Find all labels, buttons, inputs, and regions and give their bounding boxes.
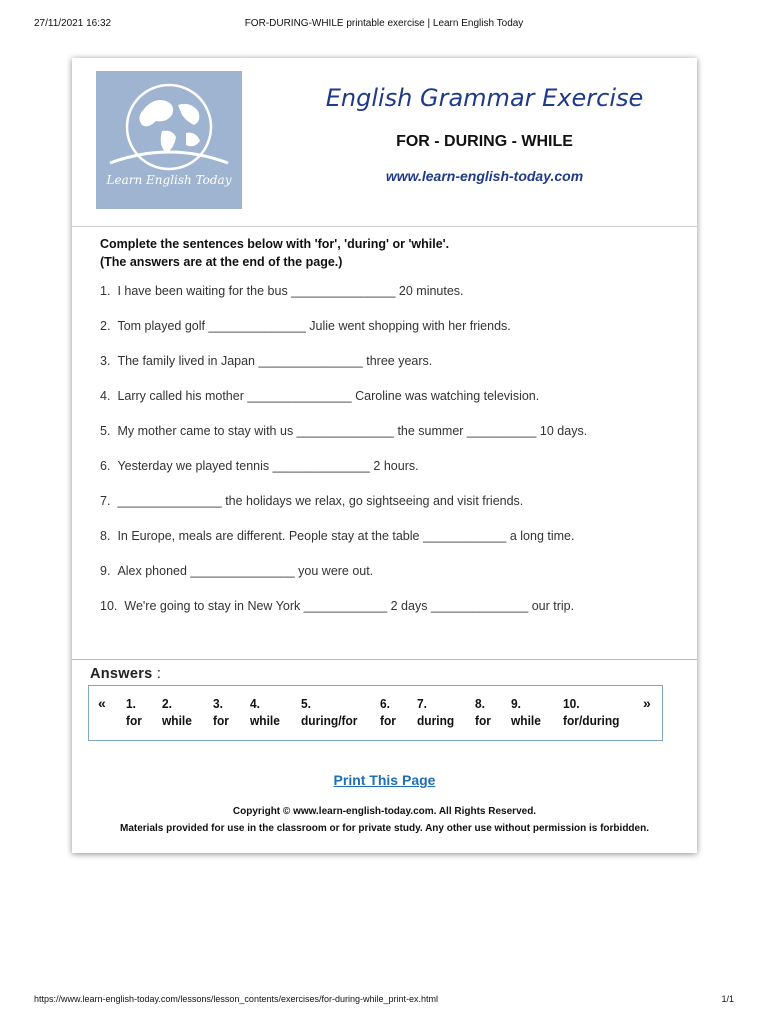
answer-number: 5. — [301, 696, 311, 711]
question-item — [100, 319, 680, 354]
question-item — [100, 284, 680, 319]
answer-number: 9. — [511, 696, 521, 711]
divider — [72, 659, 697, 660]
answers-next-button[interactable]: » — [643, 695, 651, 711]
answer-number: 4. — [250, 696, 260, 711]
instructions-line-2: (The answers are at the end of the page.) — [100, 255, 343, 269]
answer-number: 6. — [380, 696, 390, 711]
question-item — [100, 354, 680, 389]
copyright-text: Copyright © www.learn-english-today.com. All Rights Reserved. — [232, 806, 537, 817]
question-item — [100, 424, 680, 459]
question-number: 2. — [100, 319, 111, 333]
question-item — [100, 564, 680, 599]
question-text: The family lived in Japan _______________ three years. — [117, 354, 433, 368]
question-number: 8. — [100, 529, 111, 543]
logo — [96, 71, 242, 209]
exercise-sheet — [72, 58, 697, 853]
question-text: My mother came to stay with us ______________ the summer __________ 10 days. — [117, 424, 588, 438]
answer-item — [417, 695, 454, 729]
answer-number: 10. — [563, 696, 580, 711]
question-item — [100, 529, 680, 564]
print-header — [0, 18, 768, 32]
answer-item — [250, 695, 280, 729]
answer-value: while — [250, 713, 280, 728]
question-number: 7. — [100, 494, 111, 508]
answer-number: 2. — [162, 696, 172, 711]
question-item — [100, 599, 680, 634]
question-text: Larry called his mother _______________ Caroline was watching television. — [117, 389, 540, 403]
instructions — [100, 235, 449, 271]
answer-item — [511, 695, 541, 729]
question-text: Yesterday we played tennis ______________ 2 hours. — [117, 459, 419, 473]
question-list — [100, 284, 680, 634]
question-number: 4. — [100, 389, 111, 403]
answer-value: while — [511, 713, 541, 728]
page-subtitle: FOR - DURING - WHILE — [396, 133, 573, 150]
answer-item — [213, 695, 229, 729]
answers-box — [88, 685, 663, 741]
answer-value: for — [213, 713, 229, 728]
print-datetime: 27/11/2021 16:32 — [34, 18, 112, 29]
question-text: Tom played golf ______________ Julie went shopping with her friends. — [117, 319, 511, 333]
answer-value: for/during — [563, 713, 620, 728]
answer-number: 3. — [213, 696, 223, 711]
logo-text: Learn English Today — [106, 173, 232, 187]
question-text: Alex phoned _______________ you were out. — [117, 564, 374, 578]
question-number: 6. — [100, 459, 111, 473]
answer-value: for — [126, 713, 142, 728]
print-url: https://www.learn-english-today.com/lessons/lesson_contents/exercises/for-during-while_print-ex.html — [34, 994, 439, 1004]
print-footer — [0, 994, 768, 1008]
answer-value: for — [380, 713, 396, 728]
answer-item — [162, 695, 192, 729]
answers-label: Answers — [90, 666, 153, 682]
answers-heading — [90, 666, 161, 682]
answer-value: during/for — [301, 713, 358, 728]
question-item — [100, 389, 680, 424]
instructions-line-1: Complete the sentences below with 'for', 'during' or 'while'. — [100, 237, 450, 251]
question-number: 9. — [100, 564, 111, 578]
answer-value: during — [417, 713, 455, 728]
print-page-link[interactable]: Print This Page — [333, 772, 436, 788]
usage-notice: Materials provided for use in the classroom or for private study. Any other use without permission is forbidden. — [120, 823, 649, 834]
answer-item — [563, 695, 619, 729]
globe-icon — [96, 71, 242, 209]
answer-item — [475, 695, 491, 729]
answer-number: 7. — [417, 696, 427, 711]
question-text: We're going to stay in New York ____________ 2 days ______________ our trip. — [124, 599, 575, 613]
answer-item — [380, 695, 396, 729]
question-number: 1. — [100, 284, 111, 298]
question-text: I have been waiting for the bus _______________ 20 minutes. — [117, 284, 464, 298]
question-text: In Europe, meals are different. People stay at the table ____________ a long time. — [117, 529, 575, 543]
answer-value: while — [162, 713, 192, 728]
print-page-count: 1/1 — [721, 994, 734, 1004]
question-item — [100, 494, 680, 529]
question-number: 10. — [100, 599, 118, 613]
answer-number: 8. — [475, 696, 485, 711]
divider — [72, 226, 697, 227]
answer-item — [301, 695, 357, 729]
answer-number: 1. — [126, 696, 136, 711]
site-url: www.learn-english-today.com — [385, 168, 584, 184]
page-title: English Grammar Exercise — [325, 84, 644, 112]
print-page-title: FOR-DURING-WHILE printable exercise | Learn English Today — [244, 18, 524, 29]
answers-colon: : — [152, 666, 162, 682]
question-text: _______________ the holidays we relax, go sightseeing and visit friends. — [117, 494, 524, 508]
answer-value: for — [475, 713, 491, 728]
answers-prev-button[interactable]: « — [98, 695, 106, 711]
question-number: 3. — [100, 354, 111, 368]
question-item — [100, 459, 680, 494]
question-number: 5. — [100, 424, 111, 438]
answer-item — [126, 695, 142, 729]
